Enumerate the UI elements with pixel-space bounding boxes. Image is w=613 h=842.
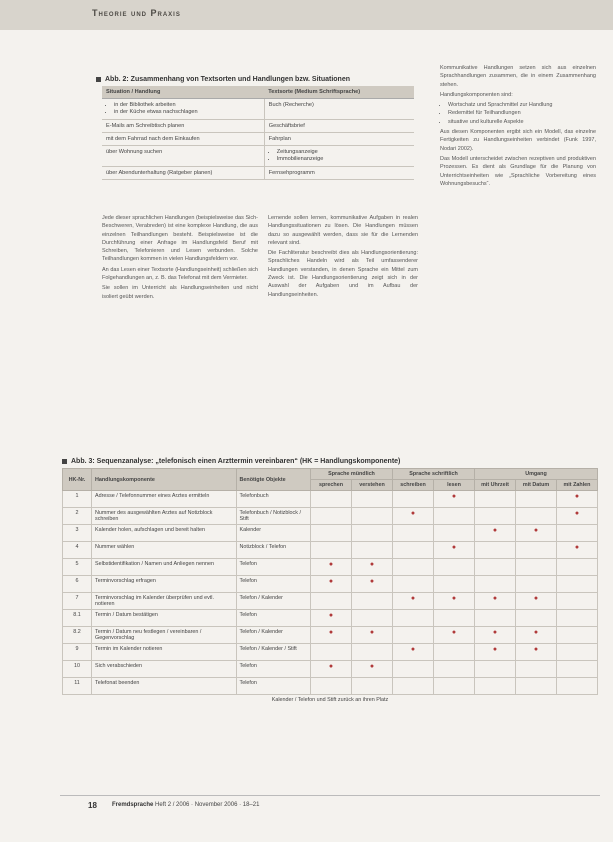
figure1-row — [102, 99, 414, 120]
row-mark — [393, 661, 434, 678]
row-number: 6 — [63, 576, 92, 593]
body-paragraph: Handlungskomponenten sind: — [440, 91, 513, 98]
row-mark: ● — [393, 593, 434, 610]
table-row — [63, 542, 598, 559]
figure1-cell-textsorte — [264, 146, 414, 167]
row-mark — [557, 525, 598, 542]
row-mark: ● — [475, 627, 516, 644]
figure1-cell-situation — [102, 133, 264, 146]
table-row — [63, 491, 598, 508]
body-paragraph: Sie sollen im Unterricht als Handlungseinheiten und nicht isoliert geübt werden. — [102, 285, 258, 300]
row-mark: ● — [516, 644, 557, 661]
body-paragraph: Das Modell unterscheidet zwischen rezeptiven und produktiven Prozessen. Es dient als Grundlage für die Planung von Unterrichtseinheiten wie „Sprachliche Vorbereitung eines Wohnungsbesuchs“. — [440, 155, 596, 187]
figure1-row — [102, 167, 414, 180]
row-mark: ● — [311, 559, 352, 576]
t2-header-spoken: Sprache mündlich — [311, 469, 393, 480]
row-mark — [352, 644, 393, 661]
row-mark — [557, 627, 598, 644]
row-objects: Kalender — [236, 525, 310, 542]
row-mark: ● — [352, 559, 393, 576]
figure1-row — [102, 120, 414, 133]
row-objects: Telefonbuch — [236, 491, 310, 508]
row-component: Termin im Kalender notieren — [92, 644, 237, 661]
row-mark — [557, 661, 598, 678]
table-row — [63, 627, 598, 644]
row-mark — [352, 491, 393, 508]
row-objects: Telefonbuch / Notizblock / Stift — [236, 508, 310, 525]
row-mark: ● — [393, 508, 434, 525]
row-number: 5 — [63, 559, 92, 576]
row-mark — [557, 678, 598, 695]
row-mark: ● — [434, 593, 475, 610]
row-component: Nummer des ausgewählten Arztes auf Notizblock schreiben — [92, 508, 237, 525]
figure2-table — [62, 468, 598, 709]
issue-info: Heft 2 / 2006 · November 2006 · 18–21 — [155, 802, 260, 808]
row-component: Terminvorschlag erfragen — [92, 576, 237, 593]
row-mark — [352, 593, 393, 610]
row-mark — [393, 678, 434, 695]
table-row — [63, 508, 598, 525]
body-paragraph: Lernende sollen lernen, kommunikative Aufgaben in realen Handlungssituationen zu lösen. Die Handlungen müssen dazu so ausgewählt werden, dass sie für die Lernenden relevant sind. — [268, 215, 418, 246]
journal-name: Fremdsprache — [112, 802, 154, 808]
row-mark — [475, 508, 516, 525]
row-mark — [516, 508, 557, 525]
figure1-header-textsorte: Textsorte (Medium Schriftsprache) — [264, 86, 414, 99]
row-mark — [475, 542, 516, 559]
row-number: 9 — [63, 644, 92, 661]
row-mark: ● — [475, 593, 516, 610]
row-mark — [352, 610, 393, 627]
table-row — [63, 610, 598, 627]
figure1-cell-textsorte — [264, 120, 414, 133]
table-row — [63, 525, 598, 542]
body-column-2 — [268, 214, 418, 301]
row-mark — [516, 559, 557, 576]
row-mark — [393, 610, 434, 627]
row-mark — [352, 542, 393, 559]
row-component: Terminvorschlag im Kalender überprüfen und evtl. notieren — [92, 593, 237, 610]
row-mark — [516, 542, 557, 559]
row-component: Telefonat beenden — [92, 678, 237, 695]
row-number: 1 — [63, 491, 92, 508]
row-mark — [352, 678, 393, 695]
body-column-3 — [440, 64, 596, 190]
row-mark — [516, 491, 557, 508]
body-paragraph: An das Lesen einer Textsorte (Handlungseinheit) schließen sich Folgehandlungen an, z. B. das Telefonat mit dem Vermieter. — [102, 266, 258, 282]
caption-bullet-icon — [62, 459, 67, 464]
section-title: Theorie und Praxis — [92, 8, 181, 18]
t2-sub-numbers: mit Zahlen — [557, 480, 598, 491]
row-mark: ● — [475, 525, 516, 542]
row-mark — [311, 525, 352, 542]
row-mark — [475, 576, 516, 593]
row-objects: Notizblock / Telefon — [236, 542, 310, 559]
figure1-cell-text: über Abendunterhaltung (Ratgeber planen) — [106, 170, 213, 176]
body-bullet-item: • situative und kulturelle Aspekte — [448, 118, 596, 126]
row-mark — [393, 542, 434, 559]
figure1-cell-textsorte — [264, 167, 414, 180]
row-mark — [475, 678, 516, 695]
row-mark — [557, 576, 598, 593]
table-row — [63, 593, 598, 610]
row-mark — [393, 559, 434, 576]
row-mark: ● — [516, 593, 557, 610]
row-mark — [557, 644, 598, 661]
figure1-list-item: • Zeitungsanzeige — [277, 149, 410, 155]
row-component: Termin / Datum bestätigen — [92, 610, 237, 627]
t2-header-written: Sprache schriftlich — [393, 469, 475, 480]
figure1-cell-situation — [102, 120, 264, 133]
body-paragraph: Kommunikative Handlungen setzen sich aus einzelnen Sprachhandlungen zusammen, die in einem Zusammenhang stehen. — [440, 65, 596, 88]
row-number: 11 — [63, 678, 92, 695]
row-mark — [475, 610, 516, 627]
row-mark — [393, 491, 434, 508]
row-component: Selbstidentifikation / Namen und Anliegen nennen — [92, 559, 237, 576]
row-mark — [311, 644, 352, 661]
row-objects: Telefon / Kalender — [236, 593, 310, 610]
row-component: Termin / Datum neu festlegen / vereinbaren / Gegenvorschlag — [92, 627, 237, 644]
row-mark — [311, 508, 352, 525]
body-paragraph: Die Fachliteratur beschreibt dies als Handlungsorientierung: Sprachliches Handeln wird als Teil umfassenderer Handlungen verstanden, in denen Sprache ein Mittel zum Zweck ist. Die Handlungsorientierung zeigt sich in der Auswahl der Aufgaben und im Aufbau der Handlungseinheiten. — [268, 250, 418, 298]
figure1-cell-textsorte — [264, 99, 414, 120]
row-mark — [475, 661, 516, 678]
row-mark: ● — [352, 661, 393, 678]
row-mark — [434, 610, 475, 627]
figure1-cell-situation — [102, 167, 264, 180]
row-mark: ● — [516, 525, 557, 542]
row-component: Sich verabschieden — [92, 661, 237, 678]
figure1-cell-text: mit dem Fahrrad nach dem Einkaufen — [106, 136, 200, 142]
row-mark: ● — [393, 644, 434, 661]
row-mark — [393, 627, 434, 644]
row-mark — [311, 491, 352, 508]
row-mark — [393, 576, 434, 593]
footer-rule — [60, 795, 600, 796]
page-number: 18 — [88, 801, 97, 810]
row-mark: ● — [557, 491, 598, 508]
table-row — [63, 661, 598, 678]
figure1-list-item: • in der Küche etwas nachschlagen — [114, 109, 260, 115]
figure1-cell-situation — [102, 146, 264, 167]
row-mark: ● — [311, 661, 352, 678]
row-component: Nummer wählen — [92, 542, 237, 559]
row-objects: Telefon / Kalender / Stift — [236, 644, 310, 661]
figure1-cell-text: Fernsehprogramm — [268, 170, 315, 176]
row-component: Adresse / Telefonnummer eines Arztes ermitteln — [92, 491, 237, 508]
table-row — [63, 644, 598, 661]
body-bullet-item: • Redemittel für Teilhandlungen — [448, 109, 596, 117]
figure1-cell-text: Buch (Recherche) — [268, 102, 314, 108]
row-mark: ● — [516, 627, 557, 644]
row-mark: ● — [434, 542, 475, 559]
figure1-cell-text: Geschäftsbrief — [268, 123, 305, 129]
figure1-row — [102, 146, 414, 167]
figure1-cell-text: über Wohnung suchen — [106, 149, 163, 155]
row-mark — [352, 508, 393, 525]
row-mark: ● — [557, 542, 598, 559]
figure1-cell-text: Fahrplan — [268, 136, 291, 142]
t2-sub-read: lesen — [434, 480, 475, 491]
body-bullet-list — [440, 101, 596, 126]
row-mark: ● — [434, 627, 475, 644]
figure1-cell-situation — [102, 99, 264, 120]
t2-header-component: Handlungskomponente — [92, 469, 237, 491]
row-component: Kalender holen, aufschlagen und bereit halten — [92, 525, 237, 542]
row-mark — [434, 661, 475, 678]
figure1-row — [102, 133, 414, 146]
footer-info — [112, 802, 259, 808]
row-mark — [352, 525, 393, 542]
row-mark — [557, 610, 598, 627]
row-mark: ● — [311, 627, 352, 644]
table-note-row — [63, 695, 598, 710]
figure1-list-item: • Immobilienanzeige — [277, 156, 410, 162]
row-objects: Telefon — [236, 576, 310, 593]
row-mark — [434, 644, 475, 661]
row-number: 10 — [63, 661, 92, 678]
t2-sub-date: mit Datum — [516, 480, 557, 491]
row-objects: Telefon — [236, 559, 310, 576]
table-note: Kalender / Telefon und Stift zurück an ihren Platz — [271, 697, 389, 703]
t2-header-handling: Umgang — [475, 469, 598, 480]
figure1-cell-text: E-Mails am Schreibtisch planen — [106, 123, 185, 129]
row-number: 8.2 — [63, 627, 92, 644]
table-row — [63, 678, 598, 695]
row-mark — [516, 610, 557, 627]
table-row — [63, 576, 598, 593]
row-mark — [311, 678, 352, 695]
table-row — [63, 559, 598, 576]
row-objects: Telefon — [236, 678, 310, 695]
row-mark — [475, 559, 516, 576]
t2-sub-time: mit Uhrzeit — [475, 480, 516, 491]
row-number: 4 — [63, 542, 92, 559]
body-bullet-item: • Wortschatz und Sprachmittel zur Handlung — [448, 101, 596, 109]
row-mark — [475, 491, 516, 508]
row-number: 3 — [63, 525, 92, 542]
row-mark — [434, 559, 475, 576]
row-objects: Telefon — [236, 610, 310, 627]
row-objects: Telefon — [236, 661, 310, 678]
row-mark: ● — [352, 627, 393, 644]
caption-bullet-icon — [96, 77, 101, 82]
figure1-table — [102, 86, 414, 180]
row-mark — [311, 593, 352, 610]
body-paragraph: Jede dieser sprachlichen Handlungen (beispielsweise das Sich-Beschweren, Verabreden) ist eine komplexe Handlung, die aus einzelnen Teilhandlungen besteht. Beispielsweise ist die Durchführung einer Anfrage im Handlungsfeld Beruf mit Schreiben, Telefonieren und Lesen verbunden. Solche Teilhandlungen kommen in vielen Handlungsfeldern vor. — [102, 215, 258, 263]
row-mark — [557, 559, 598, 576]
row-number: 2 — [63, 508, 92, 525]
row-mark — [516, 661, 557, 678]
row-mark — [516, 576, 557, 593]
row-mark: ● — [475, 644, 516, 661]
t2-sub-write: schreiben — [393, 480, 434, 491]
row-mark — [311, 542, 352, 559]
row-mark: ● — [434, 491, 475, 508]
row-mark — [434, 525, 475, 542]
row-number: 8.1 — [63, 610, 92, 627]
figure1-cell-textsorte — [264, 133, 414, 146]
figure1-caption: Abb. 2: Zusammenhang von Textsorten und Handlungen bzw. Situationen — [96, 76, 350, 83]
row-mark — [557, 593, 598, 610]
body-column-1 — [102, 214, 258, 303]
row-mark: ● — [311, 610, 352, 627]
row-mark — [516, 678, 557, 695]
t2-header-hk: HK-Nr. — [63, 469, 92, 491]
row-mark — [393, 525, 434, 542]
row-number: 7 — [63, 593, 92, 610]
body-paragraph: Aus diesen Komponenten ergibt sich ein Modell, das einzelne Fertigkeiten zu Handlungseinheiten verbindet (Funk 1997, Nodari 2002). — [440, 129, 596, 152]
row-mark — [434, 576, 475, 593]
row-mark — [434, 678, 475, 695]
row-objects: Telefon / Kalender — [236, 627, 310, 644]
row-mark: ● — [352, 576, 393, 593]
row-mark: ● — [311, 576, 352, 593]
figure1-header-situation: Situation / Handlung — [102, 86, 264, 99]
t2-sub-understand: verstehen — [352, 480, 393, 491]
row-mark — [434, 508, 475, 525]
t2-sub-speak: sprechen — [311, 480, 352, 491]
row-mark: ● — [557, 508, 598, 525]
t2-header-objects: Benötigte Objekte — [236, 469, 310, 491]
figure1-list-item: • in der Bibliothek arbeiten — [114, 102, 260, 108]
figure2-caption: Abb. 3: Sequenzanalyse: „telefonisch einen Arzttermin vereinbaren“ (HK = Handlungskomponente) — [62, 458, 400, 465]
